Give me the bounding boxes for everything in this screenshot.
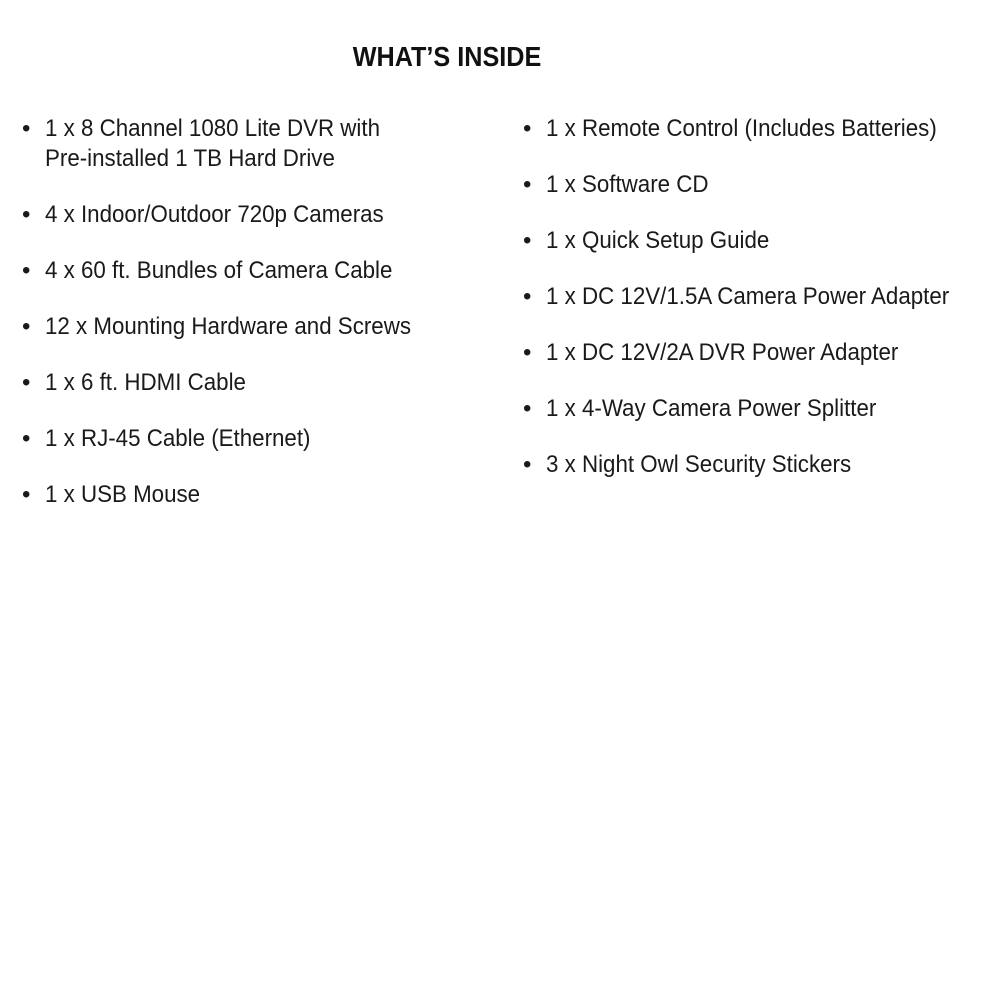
bullet-icon: • (22, 201, 31, 228)
bullet-icon: • (22, 257, 31, 284)
list-item-label: 1 x DC 12V/1.5A Camera Power Adapter (546, 283, 950, 310)
list-item-label: 1 x 6 ft. HDMI Cable (45, 369, 246, 396)
page-title: WHAT’S INSIDE (352, 40, 542, 72)
bullet-icon: • (523, 339, 532, 366)
list-item-label: 4 x Indoor/Outdoor 720p Cameras (45, 201, 384, 228)
list-item-label: 4 x 60 ft. Bundles of Camera Cable (45, 257, 393, 284)
list-item-label: 1 x DC 12V/2A DVR Power Adapter (546, 339, 899, 366)
list-item-label: 1 x 4-Way Camera Power Splitter (546, 395, 877, 422)
list-item-label: 1 x Software CD (546, 171, 709, 198)
list-item-label: 1 x 8 Channel 1080 Lite DVR with Pre-installed 1 TB Hard Drive (45, 115, 381, 172)
bullet-icon: • (523, 395, 532, 422)
bullet-icon: • (523, 227, 532, 254)
bullet-icon: • (22, 425, 31, 452)
list-item-label: 1 x RJ-45 Cable (Ethernet) (45, 425, 311, 452)
list-item-label: 12 x Mounting Hardware and Screws (45, 313, 411, 340)
bullet-icon: • (523, 451, 532, 478)
list-item-label: 3 x Night Owl Security Stickers (546, 451, 852, 478)
bullet-icon: • (22, 115, 31, 142)
list-item-label: 1 x USB Mouse (45, 481, 201, 508)
bullet-icon: • (22, 313, 31, 340)
bullet-icon: • (523, 115, 532, 142)
bullet-icon: • (523, 171, 532, 198)
bullet-icon: • (22, 369, 31, 396)
bullet-icon: • (22, 481, 31, 508)
list-item-label: 1 x Remote Control (Includes Batteries) (546, 115, 937, 142)
bullet-icon: • (523, 283, 532, 310)
list-item-label: 1 x Quick Setup Guide (546, 227, 770, 254)
